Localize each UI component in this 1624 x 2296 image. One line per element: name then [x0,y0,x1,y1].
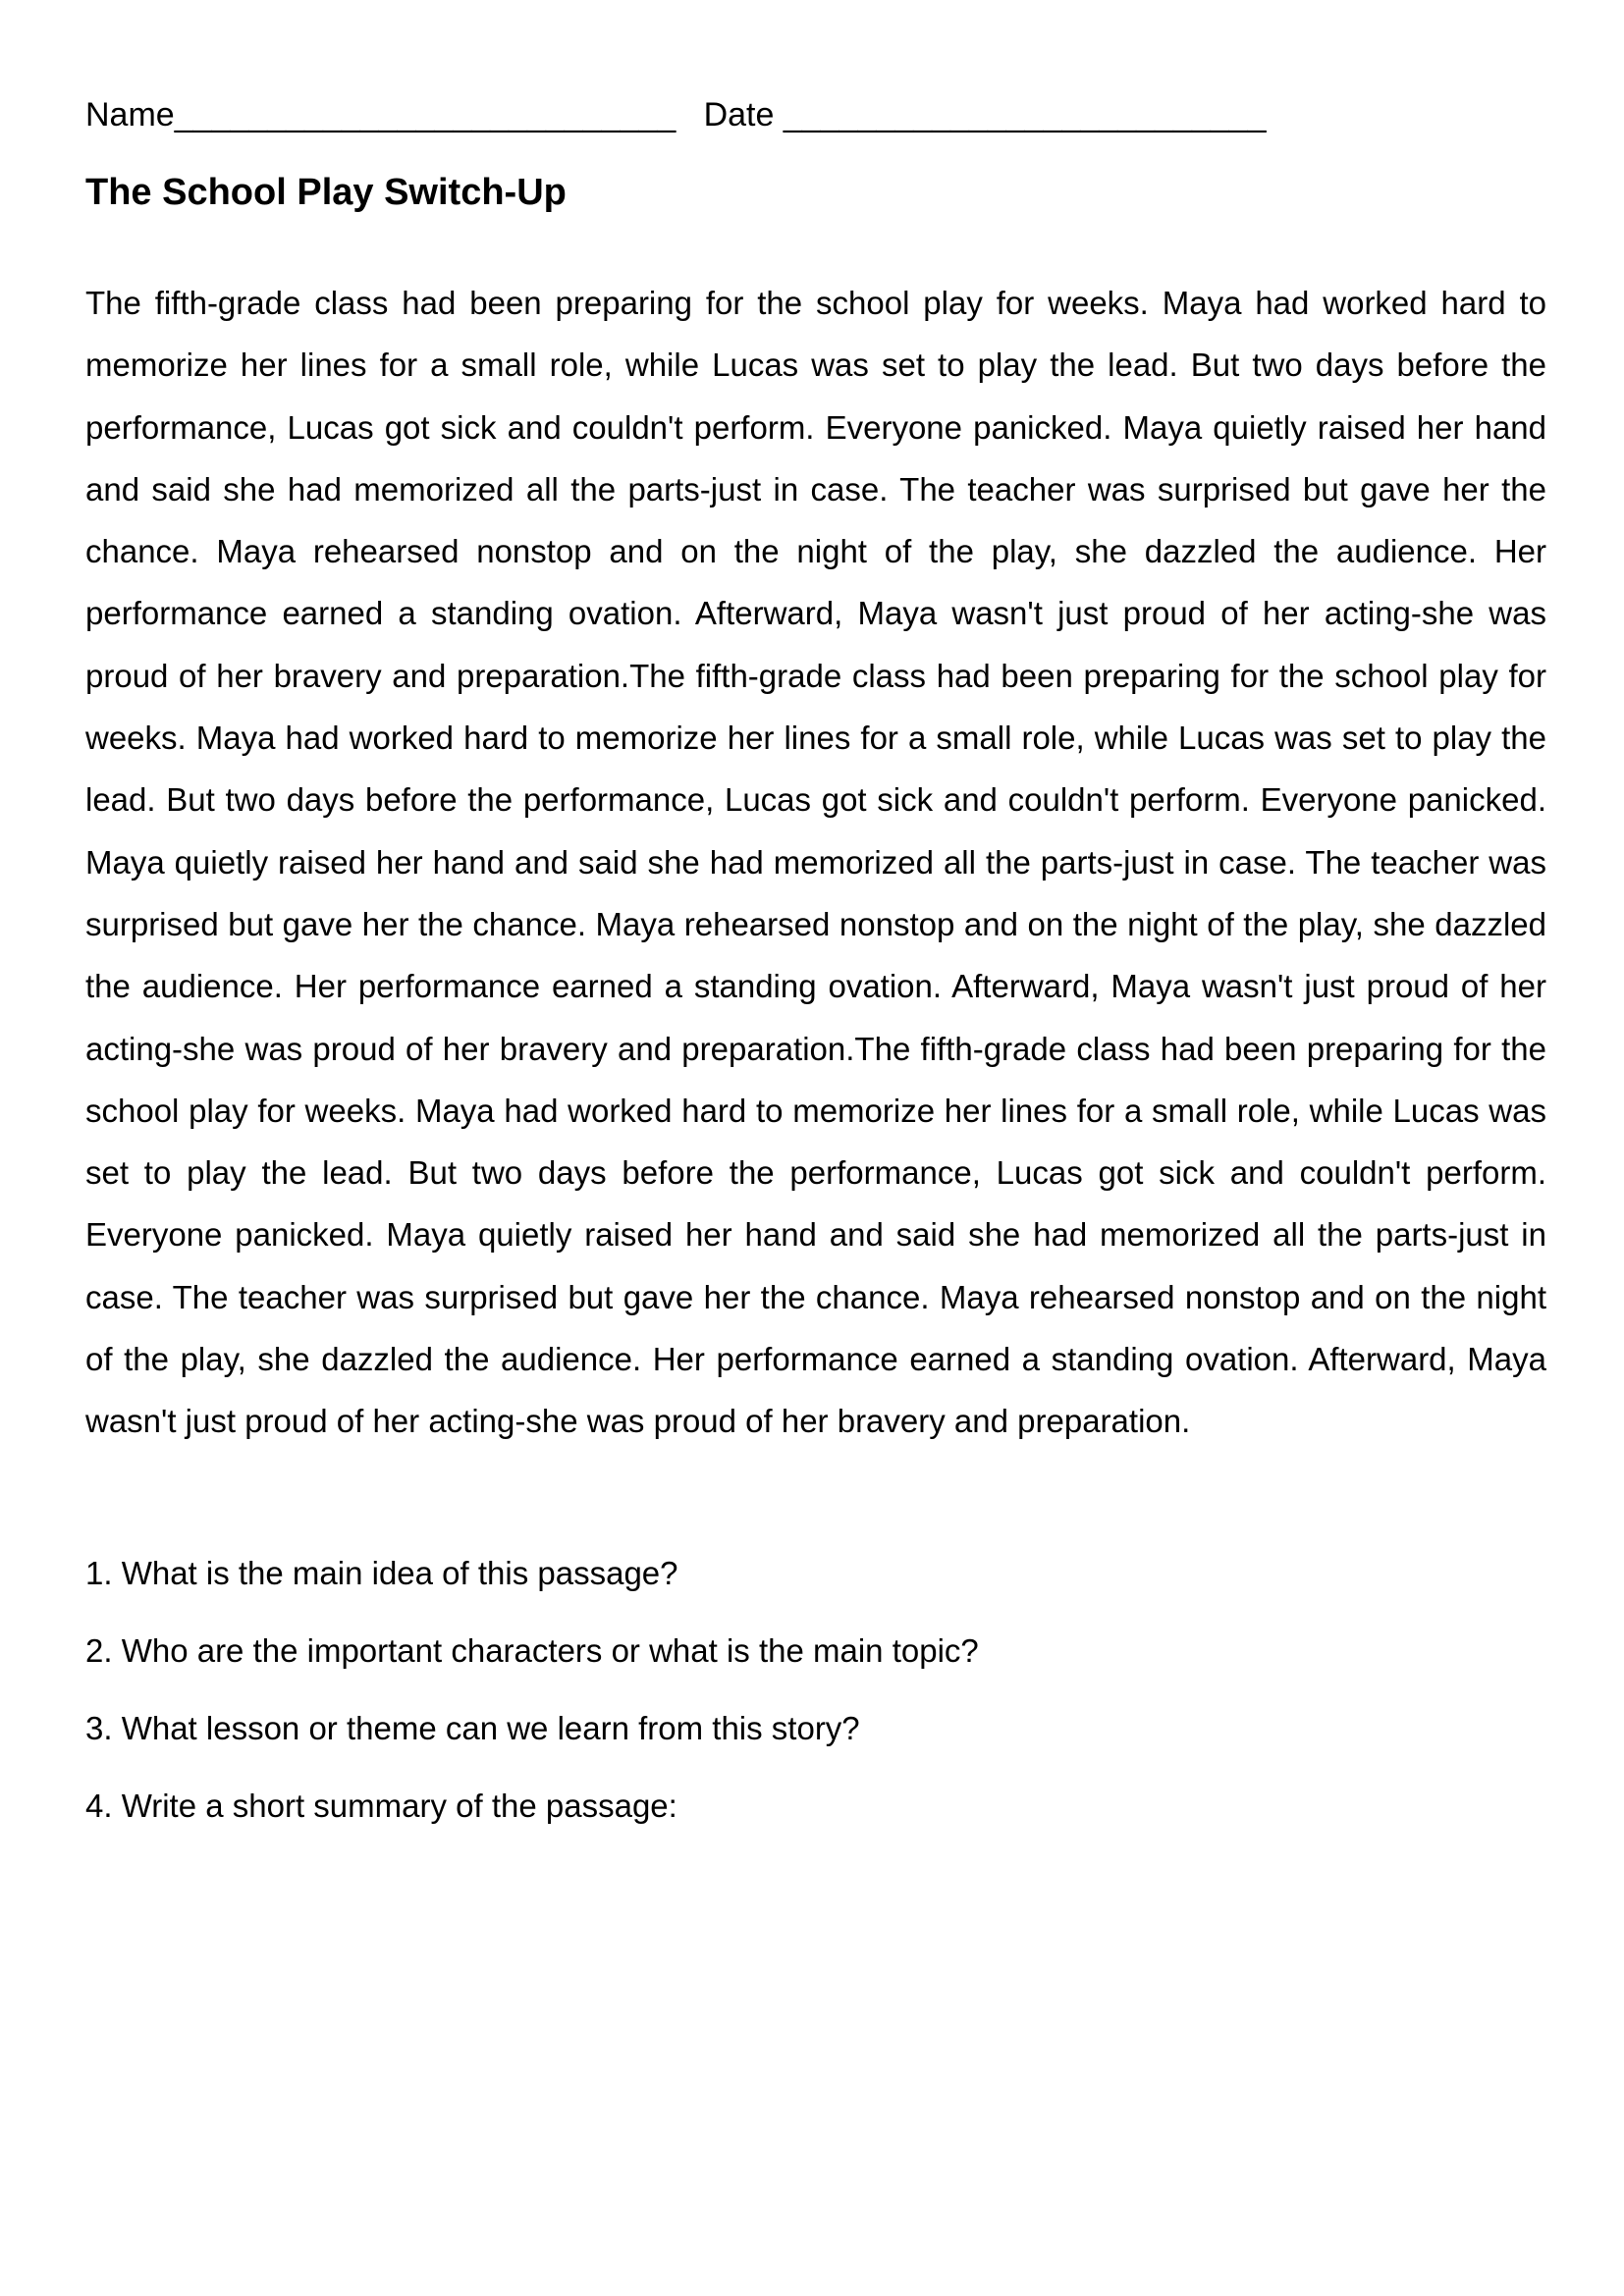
question-item: 4. Write a short summary of the passage: [85,1788,677,1824]
date-field[interactable]: Date __________________________ [703,96,1267,133]
name-field[interactable]: Name___________________________ [85,96,677,133]
worksheet-title: The School Play Switch-Up [85,172,567,213]
header-gap [676,96,703,133]
name-date-line [85,93,1267,136]
question-item: 1. What is the main idea of this passage? [85,1555,678,1591]
reading-passage: The fifth-grade class had been preparing for the school play for weeks. Maya had worked hard to memorize her lines for a small role, while Lucas was set to play the lead. But two days before the performance, Lucas got sick and couldn't perform. Everyone panicked. Maya quietly raised her hand and said she had memorized all the parts-just in case. The teacher was surprised but gave her the chance. Maya rehearsed nonstop and on the night of the play, she dazzled the audience. Her performance earned a standing ovation. Afterward, Maya wasn't just proud of her acting-she was proud of her bravery and preparation.The fifth-grade class had been preparing for the school play for weeks. Maya had worked hard to memorize her lines for a small role, while Lucas was set to play the lead. But two days before the performance, Lucas got sick and couldn't perform. Everyone panicked. Maya quietly raised her hand and said she had memorized all the parts-just in case. The teacher was surprised but gave her the chance. Maya rehearsed nonstop and on the night of the play, she dazzled the audience. Her performance earned a standing ovation. Afterward, Maya wasn't just proud of her acting-she was proud of her bravery and preparation.The fifth-grade class had been preparing for the school play for weeks. Maya had worked hard to memorize her lines for a small role, while Lucas was set to play the lead. But two days before the performance, Lucas got sick and couldn't perform. Everyone panicked. Maya quietly raised her hand and said she had memorized all the parts-just in case. The teacher was surprised but gave her the chance. Maya rehearsed nonstop and on the night of the play, she dazzled the audience. Her performance earned a standing ovation. Afterward, Maya wasn't just proud of her acting-she was proud of her bravery and preparation. [85,285,1546,1440]
question-item: 2. Who are the important characters or what is the main topic? [85,1632,979,1669]
question-item: 3. What lesson or theme can we learn from this story? [85,1710,860,1746]
question-list [85,1552,1546,1862]
